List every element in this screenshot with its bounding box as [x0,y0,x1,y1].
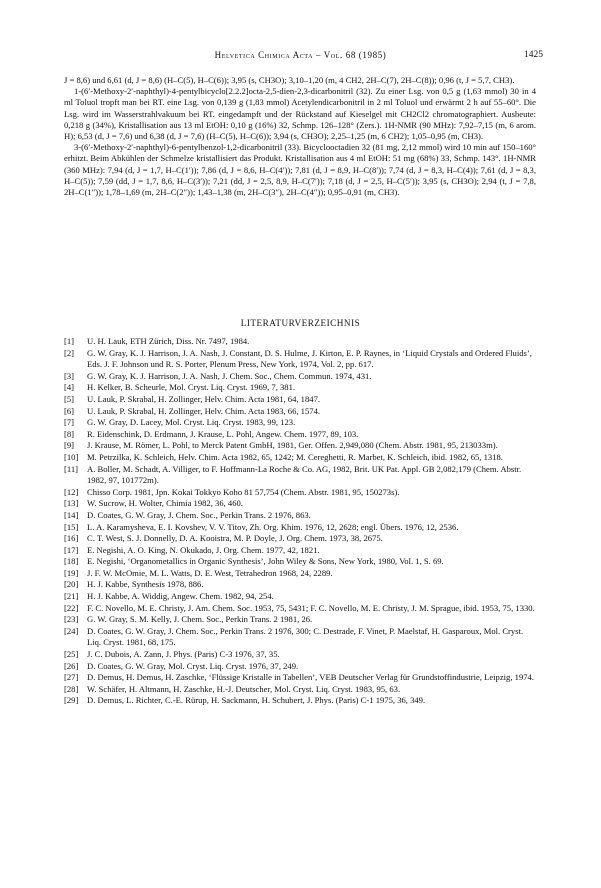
reference-item [64,406,536,418]
reference-text: U. Lauk, P. Skrabal, H. Zollinger, Helv. Chim. Acta 1983, 66, 1574. [87,405,321,416]
reference-item [64,394,536,406]
reference-item [64,672,536,684]
reference-text: J. C. Dubois, A. Zann, J. Phys. (Paris) C-3 1976, 37, 35. [87,649,280,660]
reference-item [64,452,536,464]
reference-number: [21] [64,591,79,602]
reference-text: J. Krause, M. Römer, L. Pohl, to Merck Patent GmbH, 1981, Ger. Offen. 2,949,080 (Chem. Abstr. 1981, 95, 213033m). [87,440,498,451]
reference-item [64,371,536,383]
reference-text: H. Kelker, B. Scheurle, Mol. Cryst. Liq. Cryst. 1969, 7, 381. [87,382,296,393]
reference-item [64,498,536,510]
reference-number: [16] [64,533,79,544]
reference-item [64,649,536,661]
reference-item [64,440,536,452]
reference-item [64,614,536,626]
reference-number: [1] [64,336,75,346]
reference-item [64,556,536,568]
reference-item [64,510,536,522]
reference-number: [23] [64,614,79,625]
reference-number: [26] [64,660,79,671]
reference-text: G. W. Gray, D. Lacey, Mol. Cryst. Liq. Cryst. 1983, 99, 123. [87,417,296,428]
reference-text: H. J. Kabbe, A. Widdig, Angew. Chem. 1982, 94, 254. [87,591,274,602]
reference-text: A. Boller, M. Schadt, A. Villiger, to F. Hoffmann-La Roche & Co. AG, 1982, Brit. UK Pat. Appl. GB 2,082,179 (Chem. Abstr. 1982, 97, 101772m). [87,463,522,486]
reference-text: G. W. Gray, K. J. Harrison, J. A. Nash, J. Constant, D. S. Hulme, J. Kirton, E. P. Raynes, in ‘Liquid Crystals and Ordered Fluids’, Eds. J. F. Johnson und R. S. Porter, Plenum Press, New York, 1974, Vol. 2, pp. 617. [87,347,532,370]
reference-item [64,348,536,371]
reference-item [64,661,536,673]
reference-item [64,603,536,615]
reference-item [64,579,536,591]
reference-text: E. Negishi, ‘Organometallics in Organic Synthesis’, John Wiley & Sons, New York, 1980, Vol. 1, S. 69. [87,556,444,567]
reference-text: Chisso Corp. 1981, Jpn. Kokai Tokkyo Koho 81 57,754 (Chem. Abstr. 1981, 95, 150273s). [87,486,400,497]
reference-item [64,464,536,487]
reference-text: W. Schäfer, H. Altmann, H. Zaschke, H.-J. Deutscher, Mol. Cryst. Liq. Cryst. 1983, 95, 63. [87,683,401,694]
reference-number: [6] [64,405,75,416]
reference-text: G. W. Gray, S. M. Kelly, J. Chem. Soc., Perkin Trans. 2 1981, 26. [87,614,313,625]
reference-number: [22] [64,602,79,613]
reference-number: [8] [64,428,75,439]
reference-number: [24] [64,625,79,636]
reference-item [64,568,536,580]
reference-number: [2] [64,347,75,358]
reference-text: D. Coates, G. W. Gray, J. Chem. Soc., Perkin Trans. 2 1976, 300; C. Destrade, F. Vinet, P. Maelstaf, H. Gasparoux, Mol. Cryst. Liq. Cryst. 1981, 68, 175. [87,625,524,648]
reference-number: [7] [64,417,75,428]
running-header [0,50,601,64]
reference-item [64,336,536,348]
reference-number: [20] [64,579,79,590]
reference-number: [12] [64,486,79,497]
reference-text: C. T. West, S. J. Donnelly, D. A. Kooistra, M. P. Doyle, J. Org. Chem. 1973, 38, 2675. [87,533,383,544]
page-number: 1425 [524,50,543,60]
reference-number: [3] [64,370,75,381]
paragraph: J = 8,6) und 6,61 (d, J = 8,6) (H–C(5), H–C(6)); 3,95 (s, CH3O); 3,10–1,20 (m, 4 CH2, 2H–C(7), 2H–C(8)); 0,96 (t, J = 5,7, CH3). [64,75,515,85]
reference-item [64,545,536,557]
reference-text: E. Negishi, A. O. King, N. Okukado, J. Org. Chem. 1977, 42, 1821. [87,544,320,555]
reference-text: D. Coates, G. W. Gray, J. Chem. Soc., Perkin Trans. 2 1976, 863. [87,509,311,520]
reference-number: [25] [64,649,79,660]
reference-number: [4] [64,382,75,393]
reference-item [64,429,536,441]
reference-text: M. Petrzilka, K. Schleich, Helv. Chim. Acta 1982, 65, 1242; M. Cereghetti, R. Marbet, K. Schleich, ibid. 1982, 65, 1318. [87,451,503,462]
reference-number: [10] [64,451,79,462]
reference-number: [17] [64,544,79,555]
reference-text: D. Demus, L. Richter, C.-E. Rürup, H. Sackmann, H. Schubert, J. Phys. (Paris) C-1 1975, 36, 349. [87,695,426,706]
reference-number: [11] [64,463,78,474]
reference-text: H. J. Kabbe, Synthesis 1978, 886. [87,579,204,590]
journal-title: Helvetica Chimica Acta – Vol. 68 (1985) [214,50,387,60]
reference-number: [18] [64,556,79,567]
reference-text: L. A. Karamysheva, E. I. Kovshev, V. V. Titov, Zh. Org. Khim. 1976, 12, 2628; engl. Übers. 1976, 12, 2536. [87,521,459,532]
reference-text: D. Coates, G. W. Gray, Mol. Cryst. Liq. Cryst. 1976, 37, 249. [87,660,299,671]
reference-item [64,522,536,534]
reference-number: [14] [64,509,79,520]
reference-item [64,417,536,429]
reference-number: [15] [64,521,79,532]
reference-number: [5] [64,393,75,404]
reference-item [64,591,536,603]
paragraph: 3-(6′-Methoxy-2′-naphthyl)-6-pentylbenzol-1,2-dicarbonitril (33). Bicyclooctadien 32 (81 mg, 2,12 mmol) wird 10 min auf 150–160° erhitzt. Beim Abkühlen der Schmelze kristallisiert das Produkt. Kristallisation aus 4 ml EtOH: 51 mg (68%) 33, Schmp. 143°. 1H-NMR (360 MHz): 7,94 (d, J = 1,7, H–C(1′)); 7,86 (d, J = 8,6, H–C(4′)); 7,81 (d, J = 8,9, H–C(8′)); 7,74 (d, J = 8,3, H–C(4)); 7,61 (d, J = 8,3, H–C(5)); 7,59 (dd, J = 1,7, 8,6, H–C(3′)); 7,21 (dd, J = 2,5, 8,9, H–C(7′)); 7,18 (d, J = 2,5, H–C(5′)); 3,95 (s, CH3O); 2,94 (t, J = 7,8, 2H–C(1″)); 1,78–1,69 (m, 2H–C(2″)); 1,43–1,38 (m, 2H–C(3″), 2H–C(4″)); 0,95–0,91 (m, CH3). [64,142,536,198]
paragraph: 1-(6′-Methoxy-2′-naphthyl)-4-pentylbicyclo[2.2.2]octa-2,5-dien-2,3-dicarbonitril (32). Zu einer Lsg. von 0,5 g (1,63 mmol) 30 in 4 ml Toluol tropft man bei RT. eine Lsg. von 0,139 g (1,83 mmol) Acetylendicarbonitril in 2 ml Toluol und erwärmt 2 h auf 55–60°. Die Lsg. wird im Wasserstrahlvakuum bei RT. eingedampft und der Rückstand auf Kieselgel mit CH2Cl2 chromatographiert. Ausbeute: 0,218 g (34%), Kristallisation aus 13 ml EtOH: 0,10 g (16%) 32, Schmp. 126–128° (Zers.). 1H-NMR (90 MHz): 7,92–7,15 (m, 6 arom. H); 6,53 (d, J = 7,6) und 6,38 (d, J = 7,6) (H–C(5), H–C(6)); 3,94 (s, CH3O); 2,25–1,25 (m, 6 CH2); 1,05–0,95 (m, CH3). [64,86,536,142]
reference-text: D. Demus, H. Demus, H. Zaschke, ‘Flüssige Kristalle in Tabellen’, VEB Deutscher Verlag für Grundstoffindustrie, Leipzig, 1974. [87,672,534,683]
reference-list [64,336,536,707]
reference-item [64,487,536,499]
reference-number: [28] [64,683,79,694]
reference-text: W. Sucrow, H. Wolter, Chimia 1982, 36, 460. [87,498,243,509]
reference-text: U. H. Lauk, ETH Zürich, Diss. Nr. 7497, 1984. [87,336,250,346]
reference-item [64,382,536,394]
reference-text: R. Eidenschink, D. Erdmann, J. Krause, L. Pohl, Angew. Chem. 1977, 89, 103. [87,428,359,439]
reference-number: [27] [64,672,79,683]
reference-text: G. W. Gray, K. J. Harrison, J. A. Nash, J. Chem. Soc., Chem. Commun. 1974, 431. [87,370,372,381]
reference-text: F. C. Novello, M. E. Christy, J. Am. Chem. Soc. 1953, 75, 5431; F. C. Novello, M. E. Christy, J. M. Sprague, ibid. 1953, 75, 1330. [87,602,535,613]
section-title: LITERATURVERZEICHNIS [240,318,361,328]
reference-item [64,695,536,707]
reference-text: J. F. W. McOmie, M. L. Watts, D. E. West, Tetrahedron 1968, 24, 2289. [87,567,333,578]
reference-item [64,626,536,649]
experimental-text [64,75,536,198]
reference-number: [19] [64,567,79,578]
reference-item [64,684,536,696]
reference-number: [9] [64,440,75,451]
reference-text: U. Lauk, P. Skrabal, H. Zollinger, Helv. Chim. Acta 1981, 64, 1847. [87,393,321,404]
reference-number: [13] [64,498,79,509]
reference-number: [29] [64,695,79,706]
reference-item [64,533,536,545]
